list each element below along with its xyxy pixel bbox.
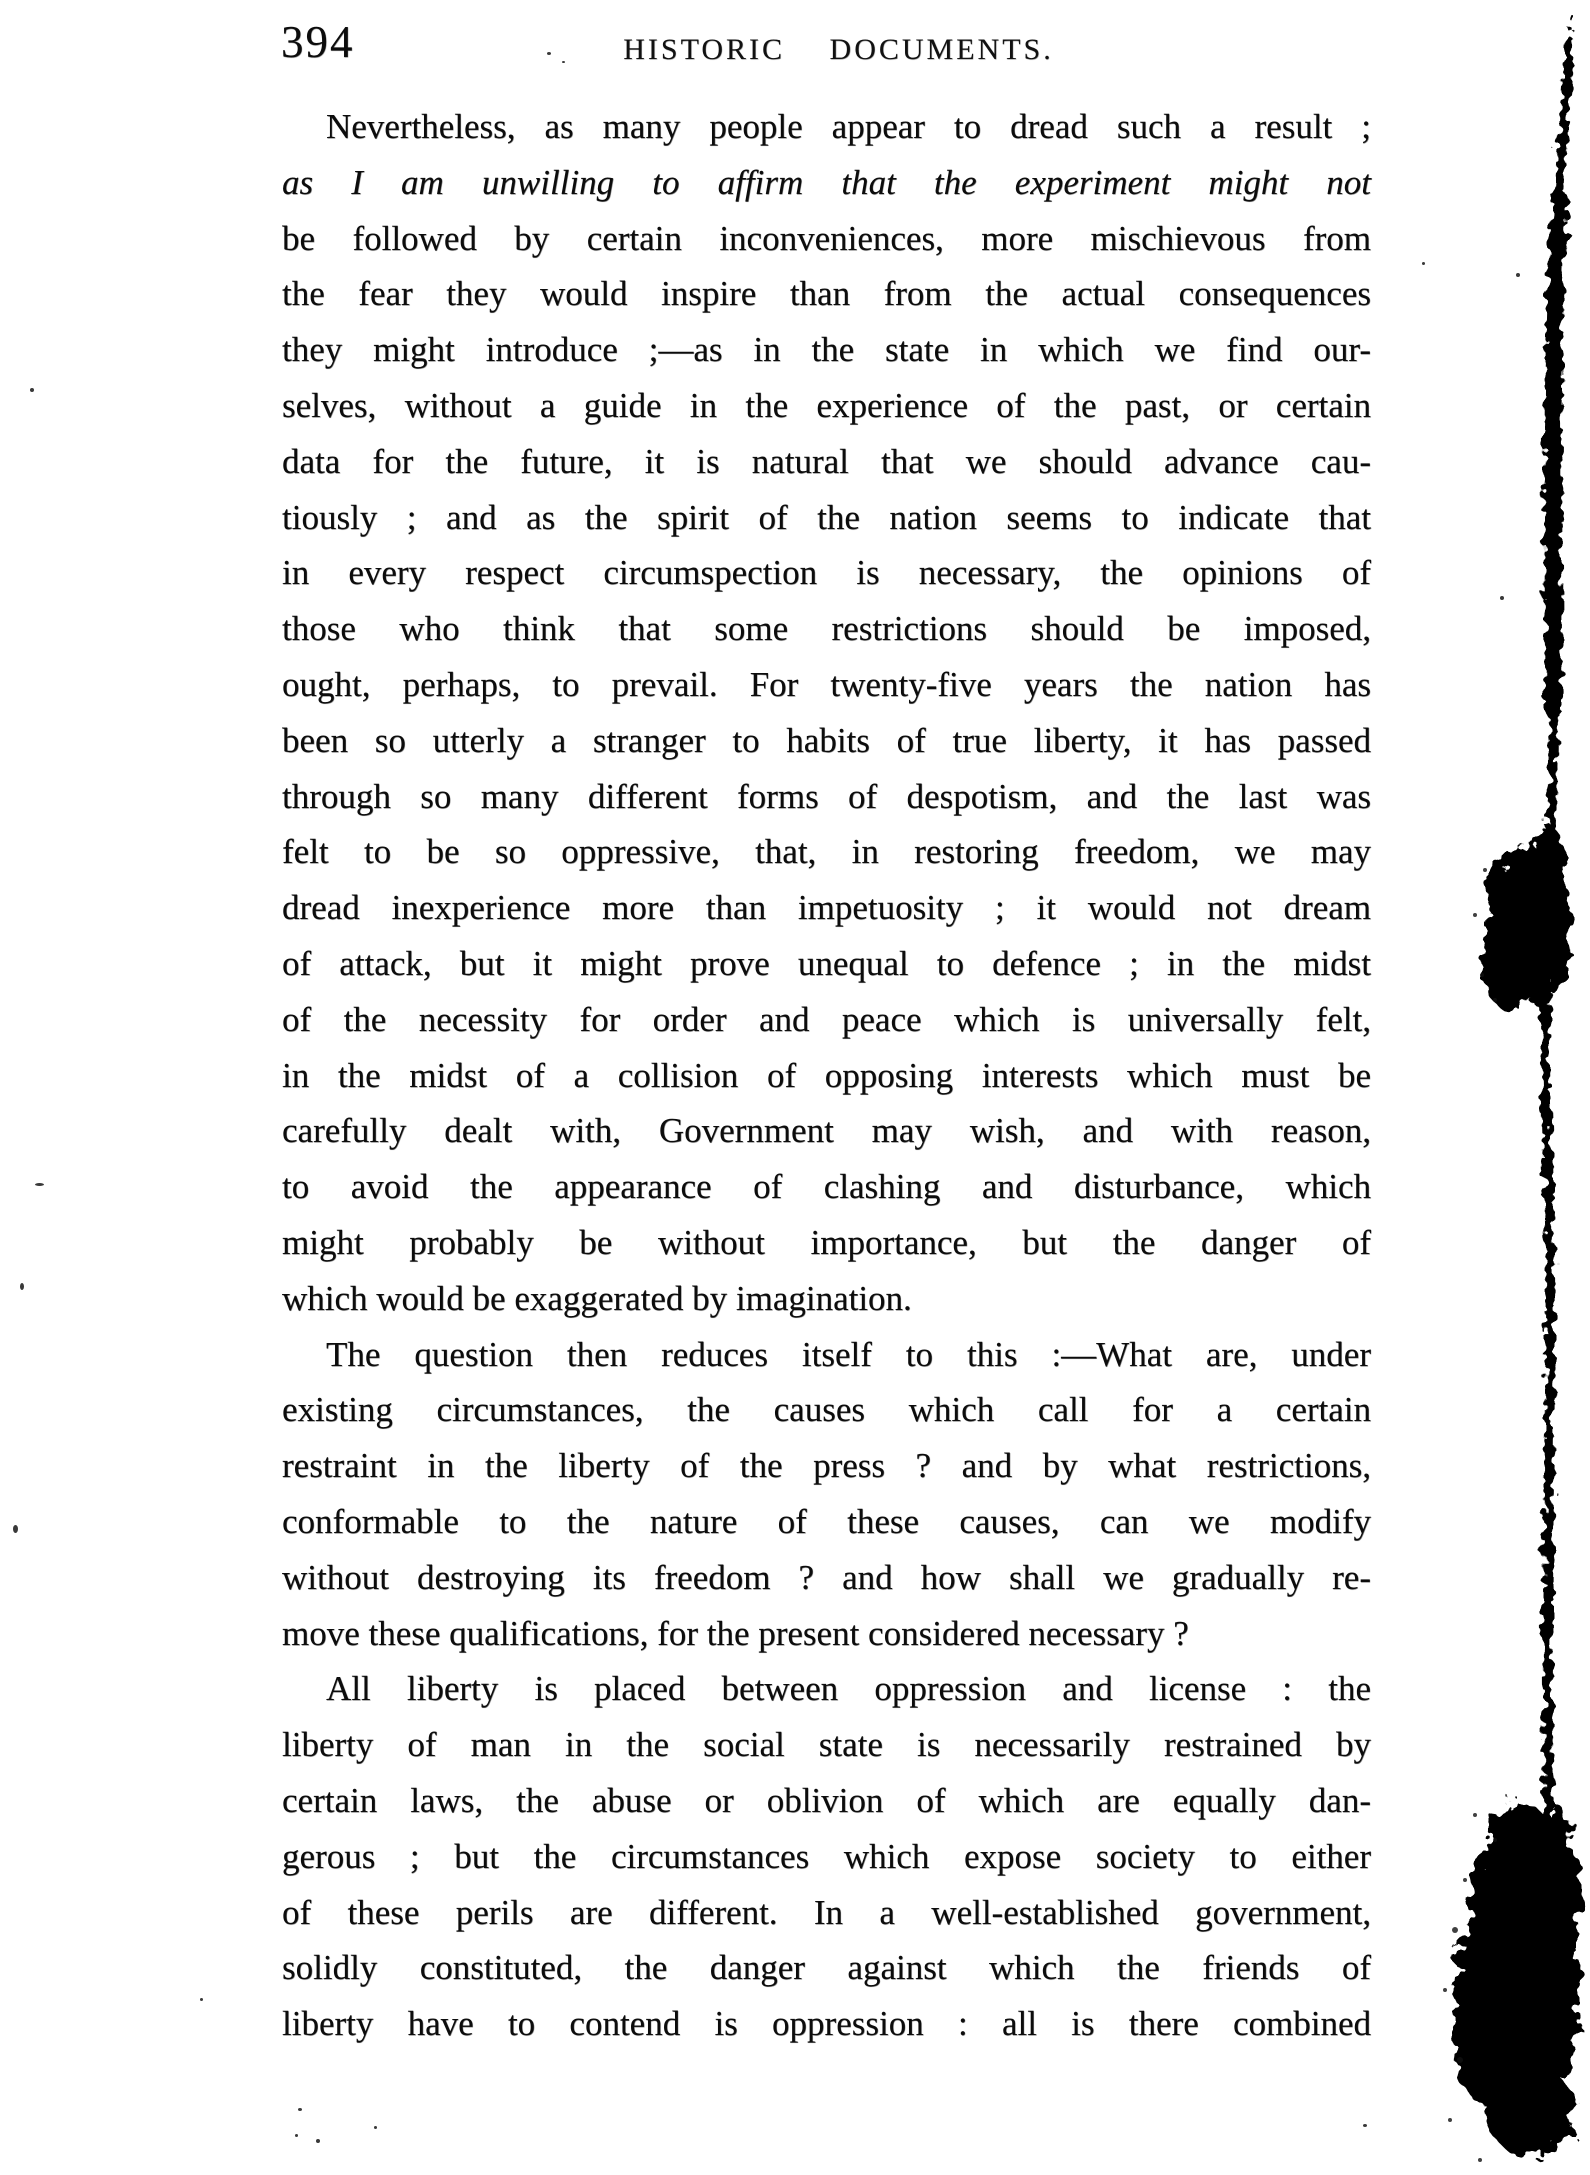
text-line: without destroying its freedom ? and how shall we gradually re- <box>282 1557 1371 1597</box>
scan-speck <box>547 52 551 55</box>
text-line: ought, perhaps, to prevail. For twenty-five years the nation has <box>282 664 1371 704</box>
text-line: move these qualifications, for the present considered necessary ? <box>282 1613 1189 1653</box>
text-line: felt to be so oppressive, that, in restoring freedom, we may <box>282 832 1371 872</box>
text-line: selves, without a guide in the experience of the past, or certain <box>282 385 1371 425</box>
running-head-title: HISTORIC DOCUMENTS. <box>623 33 1054 66</box>
scan-speck <box>295 2134 298 2137</box>
text-line: might probably be without importance, but the danger of <box>282 1222 1371 1262</box>
text-line: dread inexperience more than impetuosity ; it would not dream <box>282 888 1371 928</box>
text-line: those who think that some restrictions should be imposed, <box>282 609 1371 649</box>
scan-speck <box>1363 2124 1367 2127</box>
text-line: conformable to the nature of these causes, can we modify <box>282 1501 1371 1541</box>
text-line: data for the future, it is natural that we should advance cau- <box>282 441 1371 481</box>
scan-speck <box>1422 262 1425 265</box>
text-line: restraint in the liberty of the press ? and by what restrictions, <box>282 1446 1371 1486</box>
text-line: liberty of man in the social state is necessarily restrained by <box>282 1725 1371 1765</box>
scan-speck <box>13 1525 18 1533</box>
text-line: of these perils are different. In a well-established government, <box>282 1892 1371 1932</box>
page-number: 394 <box>281 17 355 67</box>
text-line: through so many different forms of despotism, and the last was <box>282 776 1371 816</box>
text-line: of the necessity for order and peace which is universally felt, <box>282 999 1371 1039</box>
text-line: gerous ; but the circumstances which expose society to either <box>282 1836 1371 1876</box>
text-line: to avoid the appearance of clashing and disturbance, which <box>282 1167 1371 1207</box>
text-line: tiously ; and as the spirit of the nation seems to indicate that <box>282 497 1371 537</box>
scan-speck <box>1500 596 1504 600</box>
text-line: of attack, but it might prove unequal to defence ; in the midst <box>282 943 1371 983</box>
scan-speck <box>298 2108 302 2111</box>
text-line: in the midst of a collision of opposing interests which must be <box>282 1055 1371 1095</box>
text-line: All liberty is placed between oppression and license : the <box>326 1669 1371 1709</box>
text-line: solidly constituted, the danger against which the friends of <box>282 1948 1371 1988</box>
scan-speck <box>1516 273 1520 277</box>
text-line: existing circumstances, the causes which call for a certain <box>282 1390 1371 1430</box>
text-line: in every respect circumspection is necessary, the opinions of <box>282 553 1371 593</box>
scan-speck <box>374 2126 377 2129</box>
scan-speck <box>20 1283 24 1290</box>
text-line: Nevertheless, as many people appear to dread such a result ; <box>326 107 1371 146</box>
text-line: The question then reduces itself to this :—What are, under <box>326 1334 1371 1374</box>
text-line: as I am unwilling to affirm that the experiment might not <box>282 162 1371 202</box>
page-body-text <box>282 99 1371 2052</box>
scan-speck <box>35 1183 44 1186</box>
text-line: be followed by certain inconveniences, more mischievous from <box>282 218 1371 258</box>
text-line: carefully dealt with, Government may wish, and with reason, <box>282 1111 1371 1151</box>
scan-speck <box>200 1998 203 2001</box>
text-line: the fear they would inspire than from the actual consequences <box>282 274 1371 314</box>
text-line: certain laws, the abuse or oblivion of which are equally dan- <box>282 1780 1371 1820</box>
text-line: they might introduce ;—as in the state in which we find our- <box>282 330 1371 370</box>
scan-speck <box>562 61 565 63</box>
text-line: which would be exaggerated by imagination. <box>282 1278 912 1318</box>
gutter-shadow-artifact <box>1390 0 1590 2175</box>
text-line: liberty have to contend is oppression : all is there combined <box>282 2004 1371 2044</box>
scan-speck <box>316 2139 320 2143</box>
scan-speck <box>30 388 34 392</box>
text-line: been so utterly a stranger to habits of true liberty, it has passed <box>282 720 1371 760</box>
